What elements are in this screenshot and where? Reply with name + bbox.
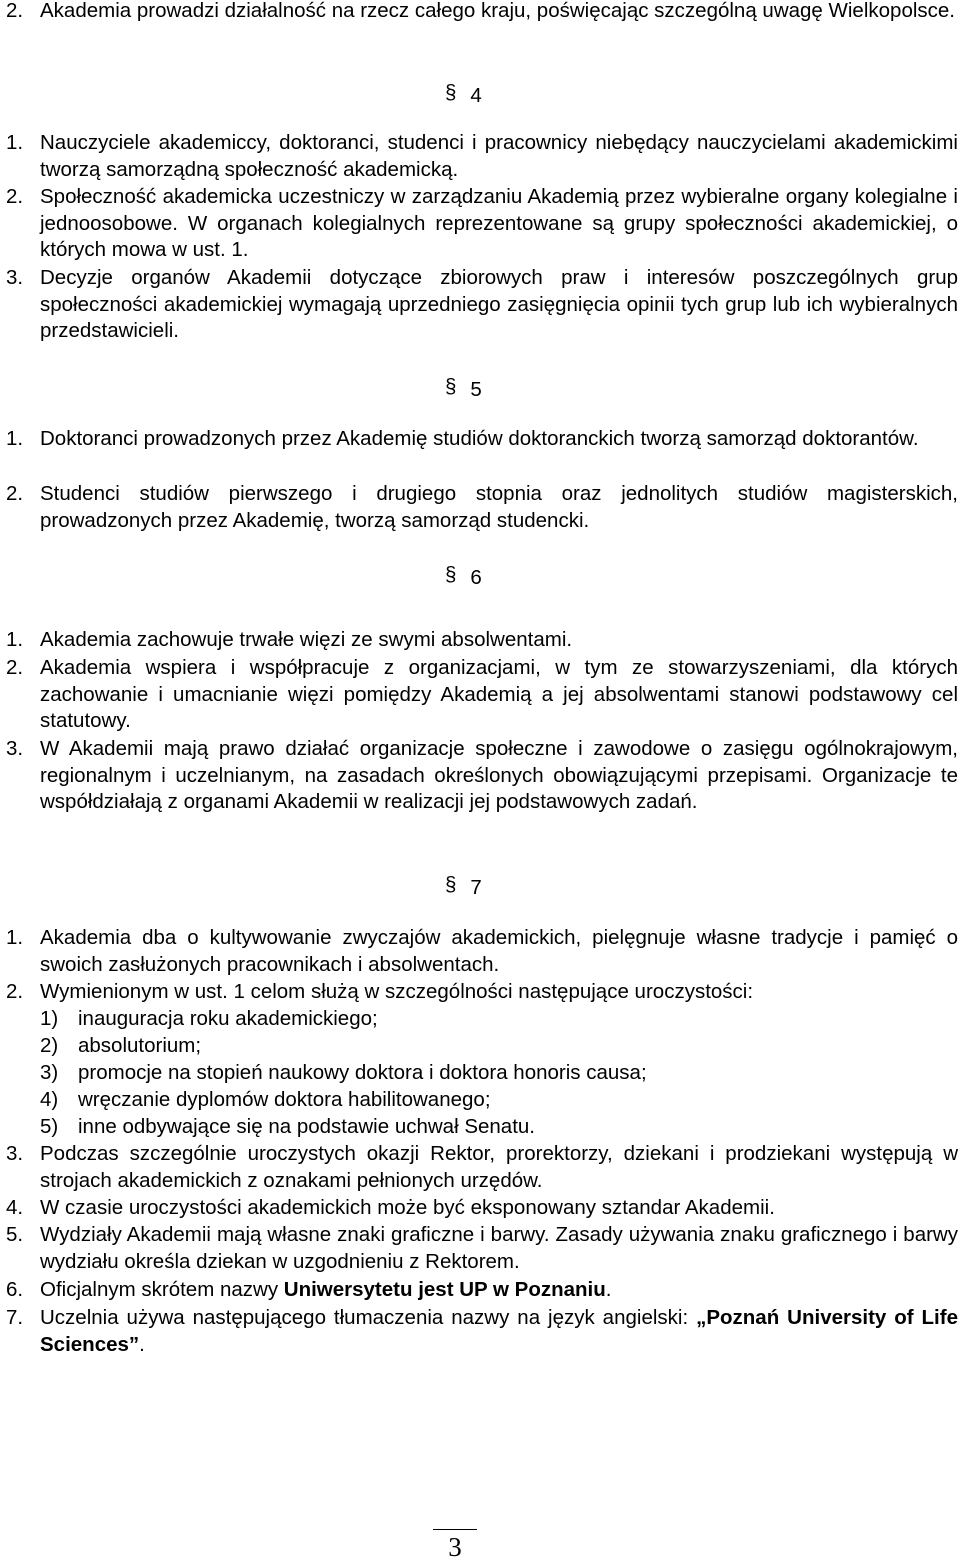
paragraph-number: 1. [6,926,24,949]
paragraph-number: 4. [6,1196,24,1219]
list-item-text: promocje na stopień naukowy doktora i doktora honoris causa; [78,1061,647,1084]
paragraph-text: Akademia prowadzi działalność na rzecz całego kraju, poświęcając szczególną uwagę Wielkopolsce. [40,0,955,22]
paragraph [0,0,958,25]
paragraph-number: 2. [6,980,24,1003]
list-item-text: inauguracja roku akademickiego; [78,1007,378,1030]
section-sign: § [445,375,457,398]
list-item [40,1006,940,1033]
paragraph [0,426,958,453]
list-item-text: inne odbywające się na podstawie uchwał Senatu. [78,1115,535,1138]
paragraph [0,1305,958,1358]
paragraph [0,130,958,183]
list-item [40,1087,940,1114]
paragraph [0,1277,958,1304]
section-number: 5 [470,378,482,401]
paragraph-text [40,1305,958,1358]
section-heading [445,872,482,898]
list-item-number: 4) [40,1088,59,1111]
paragraph-number: 1. [6,628,24,651]
paragraph [0,627,958,654]
paragraph-text: Społeczność akademicka uczestniczy w zarządzaniu Akademią przez wybieralne organy kolegialne i jednoosobowe. W organach kolegialnych reprezentowane są grupy społeczności akademickiej, o których mowa w ust. 1. [40,185,958,261]
paragraph-text: W czasie uroczystości akademickich może być eksponowany sztandar Akademii. [40,1196,775,1219]
paragraph-text: Akademia zachowuje trwałe więzi ze swymi absolwentami. [40,628,573,651]
section-heading [445,80,482,106]
section-number: 7 [470,876,482,899]
text-regular: Uczelnia używa następującego tłumaczenia nazwy na język angielski: [40,1306,697,1329]
section-sign: § [445,563,457,586]
text-bold: „Poznań University of Life Sciences” [40,1306,958,1356]
paragraph-number: 3. [6,1142,24,1165]
paragraph [0,1195,958,1222]
paragraph-number: 1. [6,427,24,450]
paragraph-text: Akademia dba o kultywowanie zwyczajów akademickich, pielęgnuje własne tradycje i pamięć o swoich zasłużonych pracownikach i absolwentach. [40,926,958,976]
list-item-number: 5) [40,1115,59,1138]
paragraph-text: Podczas szczególnie uroczystych okazji Rektor, prorektorzy, dziekani i prodziekani występują w strojach akademickich z oznakami pełnionych urzędów. [40,1142,958,1192]
paragraph [0,265,958,345]
list-item-text: wręczanie dyplomów doktora habilitowanego; [78,1088,491,1111]
list-item [40,1033,940,1060]
list-item [40,1114,940,1141]
paragraph-number: 7. [6,1306,24,1329]
list-item-number: 1) [40,1007,59,1030]
paragraph-number: 2. [6,0,24,22]
section-sign: § [445,873,457,896]
paragraph-number: 3. [6,266,24,289]
paragraph-number: 5. [6,1223,24,1246]
paragraph-text: Wydziały Akademii mają własne znaki graficzne i barwy. Zasady używania znaku graficznego i barwy wydziału określa dziekan w uzgodnieniu z Rektorem. [40,1223,958,1273]
text-regular: Oficjalnym skrótem nazwy [40,1278,284,1301]
text-regular: . [605,1278,612,1301]
list-item-text: absolutorium; [78,1034,202,1057]
paragraph [0,481,958,534]
list-item-number: 3) [40,1061,59,1084]
paragraph-text: Wymienionym w ust. 1 celom służą w szczególności następujące uroczystości: [40,980,754,1003]
paragraph-number: 1. [6,131,24,154]
text-bold: Uniwersytetu jest UP w Poznaniu [283,1278,606,1301]
section-number: 6 [470,566,482,589]
list-item [40,1060,940,1087]
text-regular: . [139,1332,145,1356]
paragraph-number: 2. [6,656,24,679]
paragraph-text: Doktoranci prowadzonych przez Akademię studiów doktoranckich tworzą samorząd doktorantów. [40,427,919,450]
paragraph-text: W Akademii mają prawo działać organizacje społeczne i zawodowe o zasięgu ogólnokrajowym, regionalnym i uczelnianym, na zasadach określonych obowiązującymi przepisami. Organizacje te współdziałają z organami Akademii w realizacji jej podstawowych zadań. [40,737,958,813]
section-sign: § [445,81,457,104]
paragraph-number: 3. [6,737,24,760]
paragraph-text [40,1277,958,1304]
paragraph [0,1222,958,1275]
paragraph [0,925,958,978]
paragraph-number: 2. [6,185,24,208]
section-heading [445,374,482,400]
section-heading [445,562,482,588]
section-number: 4 [470,84,482,107]
paragraph-text: Decyzje organów Akademii dotyczące zbiorowych praw i interesów poszczególnych grup społeczności akademickiej wymagają uprzedniego zasięgnięcia opinii tych grup lub ich wybieralnych przedstawicieli. [40,266,958,342]
page-number: 3 [433,1529,477,1561]
paragraph [0,184,958,264]
paragraph [0,979,958,1006]
paragraph-text: Studenci studiów pierwszego i drugiego stopnia oraz jednolitych studiów magisterskich, prowadzonych przez Akademię, tworzą samorząd studencki. [40,482,958,532]
paragraph-text: Akademia wspiera i współpracuje z organizacjami, w tym ze stowarzyszeniami, dla których zachowanie i umacnianie więzi pomiędzy Akademią a jej absolwentami stanowi podstawowy cel statutowy. [40,656,958,732]
paragraph-number: 2. [6,482,24,505]
paragraph [0,1141,958,1194]
paragraph-text: Nauczyciele akademiccy, doktoranci, studenci i pracownicy niebędący nauczycielami akademickimi tworzą samorządną społeczność akademicką. [40,131,958,181]
paragraph [0,736,958,816]
list-item-number: 2) [40,1034,59,1057]
paragraph [0,655,958,735]
paragraph-number: 6. [6,1278,24,1301]
